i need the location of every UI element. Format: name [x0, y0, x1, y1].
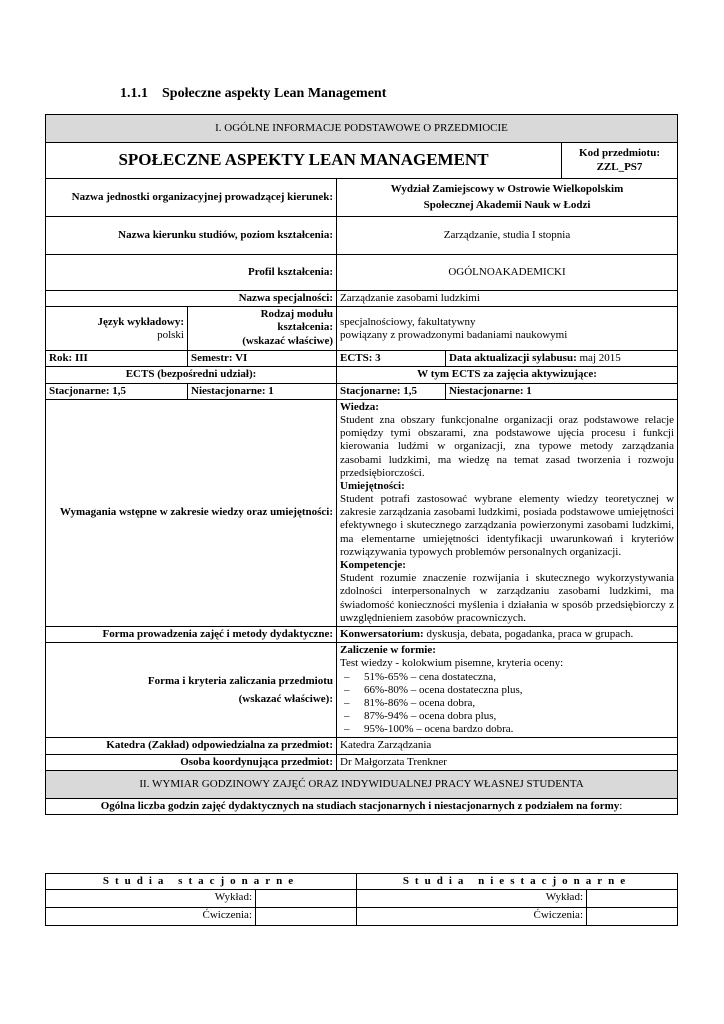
criteria-label	[46, 643, 337, 738]
course-title: SPOŁECZNE ASPEKTY LEAN MANAGEMENT	[46, 143, 562, 179]
ects-active: W tym ECTS za zajęcia aktywizujące:	[337, 367, 678, 383]
field-value: Zarządzanie, studia I stopnia	[337, 217, 678, 255]
knowledge-text: Student zna obszary funkcjonalne organizacji oraz podstawowe relacje pomiędzy tymi obszarami, zna podstawowe ujęcia procesu i funkcji kierowania ludźmi w organizacji, zna typowe metody zarządzania zasobami ludzkimi, ma wiedzę na temat zasad tworzenia i rozwoju przedsiębiorczości.	[340, 413, 675, 479]
form-value	[337, 626, 678, 642]
course-code-label: Kod przedmiotu:	[579, 147, 660, 160]
unit-value-line1: Wydział Zamiejscowy w Ostrowie Wielkopolskim	[390, 182, 624, 195]
update-value: maj 2015	[579, 352, 621, 365]
coord-label: Osoba koordynująca przedmiot:	[46, 754, 337, 770]
year: Rok: III	[46, 351, 188, 367]
module-value-line1: specjalnościowy, fakultatywny	[340, 315, 476, 328]
niestac-lecture-label: Wykład:	[357, 890, 587, 908]
competences-heading: Kompetencje:	[340, 559, 406, 571]
section2-header: II. WYMIAR GODZINOWY ZAJĘĆ ORAZ INDYWIDUALNEJ PRACY WŁASNEJ STUDENTA	[46, 770, 678, 798]
module-value-line2: powiązany z prowadzonymi badaniami naukowymi	[340, 328, 568, 341]
stac-1: Stacjonarne: 1,5	[46, 383, 188, 399]
update-date	[446, 351, 678, 367]
req-value	[337, 399, 678, 626]
ects: ECTS: 3	[337, 351, 446, 367]
criteria-intro: Test wiedzy - kolokwium pisemne, kryteria oceny:	[340, 657, 564, 670]
grade-item: – 95%-100% – ocena bardzo dobra.	[344, 723, 514, 736]
criteria-label-line1: Forma i kryteria zaliczania przedmiotu	[147, 674, 333, 687]
stac-lecture-label: Wykład:	[46, 890, 256, 908]
grade-item: – 87%-94% – ocena dobra plus,	[344, 710, 497, 723]
lang-value: polski	[157, 328, 184, 341]
niestac-heading: Studia niestacjonarne	[357, 874, 678, 890]
section-title: Społeczne aspekty Lean Management	[162, 86, 387, 101]
niestac-exercise-label: Ćwiczenia:	[357, 908, 587, 926]
knowledge-heading: Wiedza:	[340, 400, 379, 413]
semester: Semestr: VI	[188, 351, 337, 367]
niestac-exercise-value	[587, 908, 678, 926]
module-label-line1: Rodzaj modułu	[260, 308, 333, 321]
stac-exercise-label: Ćwiczenia:	[46, 908, 256, 926]
criteria-label-line2: (wskazać właściwe):	[238, 692, 333, 705]
grade-list	[340, 671, 674, 737]
ects-direct: ECTS (bezpośredni udział):	[46, 367, 337, 383]
dept-label: Katedra (Zakład) odpowiedzialna za przedmiot:	[46, 738, 337, 754]
lang-cell	[46, 307, 188, 351]
module-label-line3: (wskazać właściwe)	[242, 334, 333, 347]
profile-label: Profil kształcenia:	[46, 255, 337, 291]
spec-label: Nazwa specjalności:	[46, 291, 337, 307]
grade-item: – 81%-86% – ocena dobra,	[344, 696, 476, 709]
stac-exercise-value	[256, 908, 357, 926]
course-code-value: ZZL_PS7	[596, 160, 643, 173]
niestac-1: Niestacjonarne: 1	[188, 383, 337, 399]
niestac-lecture-value	[587, 890, 678, 908]
skills-heading: Umiejętności:	[340, 479, 405, 492]
hours-intro: Ogólna liczba godzin zajęć dydaktycznych na studiach stacjonarnych i niestacjonarnych z podziałem na formy:	[46, 798, 678, 814]
stac-heading: Studia stacjonarne	[46, 874, 357, 890]
niestac-2: Niestacjonarne: 1	[446, 383, 678, 399]
field-label: Nazwa kierunku studiów, poziom kształcenia:	[46, 217, 337, 255]
criteria-head: Zaliczenie w formie:	[340, 644, 436, 657]
stac-lecture-value	[256, 890, 357, 908]
skills-text: Student potrafi zastosować wybrane elementy wiedzy teoretycznej w zakresie zarządzania zasobami ludzkimi, posiada podstawowe umiejętności efektywnego i skutecznego zarządzania powierzonymi zasobami ludzkimi, ma elementarne umiejętności identyfikacji uwarunkowań i kryteriów rozwiązywania typowych problemów personalnych organizacji.	[340, 493, 675, 558]
section-number: 1.1.1	[120, 86, 148, 101]
unit-value-line2: Społecznej Akademii Nauk w Łodzi	[423, 199, 591, 211]
syllabus-table	[45, 114, 678, 815]
form-text: dyskusja, debata, pogadanka, praca w grupach.	[426, 627, 634, 640]
profile-value: OGÓLNOAKADEMICKI	[337, 255, 678, 291]
section1-header: I. OGÓLNE INFORMACJE PODSTAWOWE O PRZEDMIOCIE	[46, 115, 678, 143]
course-code	[562, 143, 678, 179]
unit-value	[337, 179, 678, 217]
module-label-line2: kształcenia:	[277, 321, 333, 334]
grade-item: – 51%-65% – cena dostateczna,	[344, 670, 496, 683]
unit-label: Nazwa jednostki organizacyjnej prowadzącej kierunek:	[46, 179, 337, 217]
stac-2: Stacjonarne: 1,5	[337, 383, 446, 399]
hours-table	[45, 873, 678, 926]
hours-intro-text: Ogólna liczba godzin zajęć dydaktycznych na studiach stacjonarnych i niestacjonarnych z podziałem na formy	[100, 799, 620, 812]
update-label: Data aktualizacji sylabusu:	[449, 352, 577, 365]
module-value	[337, 307, 678, 351]
spec-value: Zarządzanie zasobami ludzkimi	[337, 291, 678, 307]
form-head: Konwersatorium:	[340, 627, 424, 640]
form-label: Forma prowadzenia zajęć i metody dydaktyczne:	[46, 626, 337, 642]
criteria-value	[337, 643, 678, 738]
competences-text: Student rozumie znaczenie rozwijania i skutecznego wykorzystywania zdolności interpersonalnych w zarządzaniu zasobami ludzkimi, ma świadomość konieczności myślenia i działania w sposób przedsiębiorczy z uwzględnieniem zasobów pracowniczych.	[340, 572, 675, 624]
coord-value: Dr Małgorzata Trenkner	[337, 754, 678, 770]
req-label: Wymagania wstępne w zakresie wiedzy oraz umiejętności:	[46, 399, 337, 626]
lang-label: Język wykładowy:	[97, 315, 184, 328]
section-heading	[120, 86, 386, 102]
module-label	[188, 307, 337, 351]
grade-item: – 66%-80% – ocena dostateczna plus,	[344, 683, 523, 696]
dept-value: Katedra Zarządzania	[337, 738, 678, 754]
